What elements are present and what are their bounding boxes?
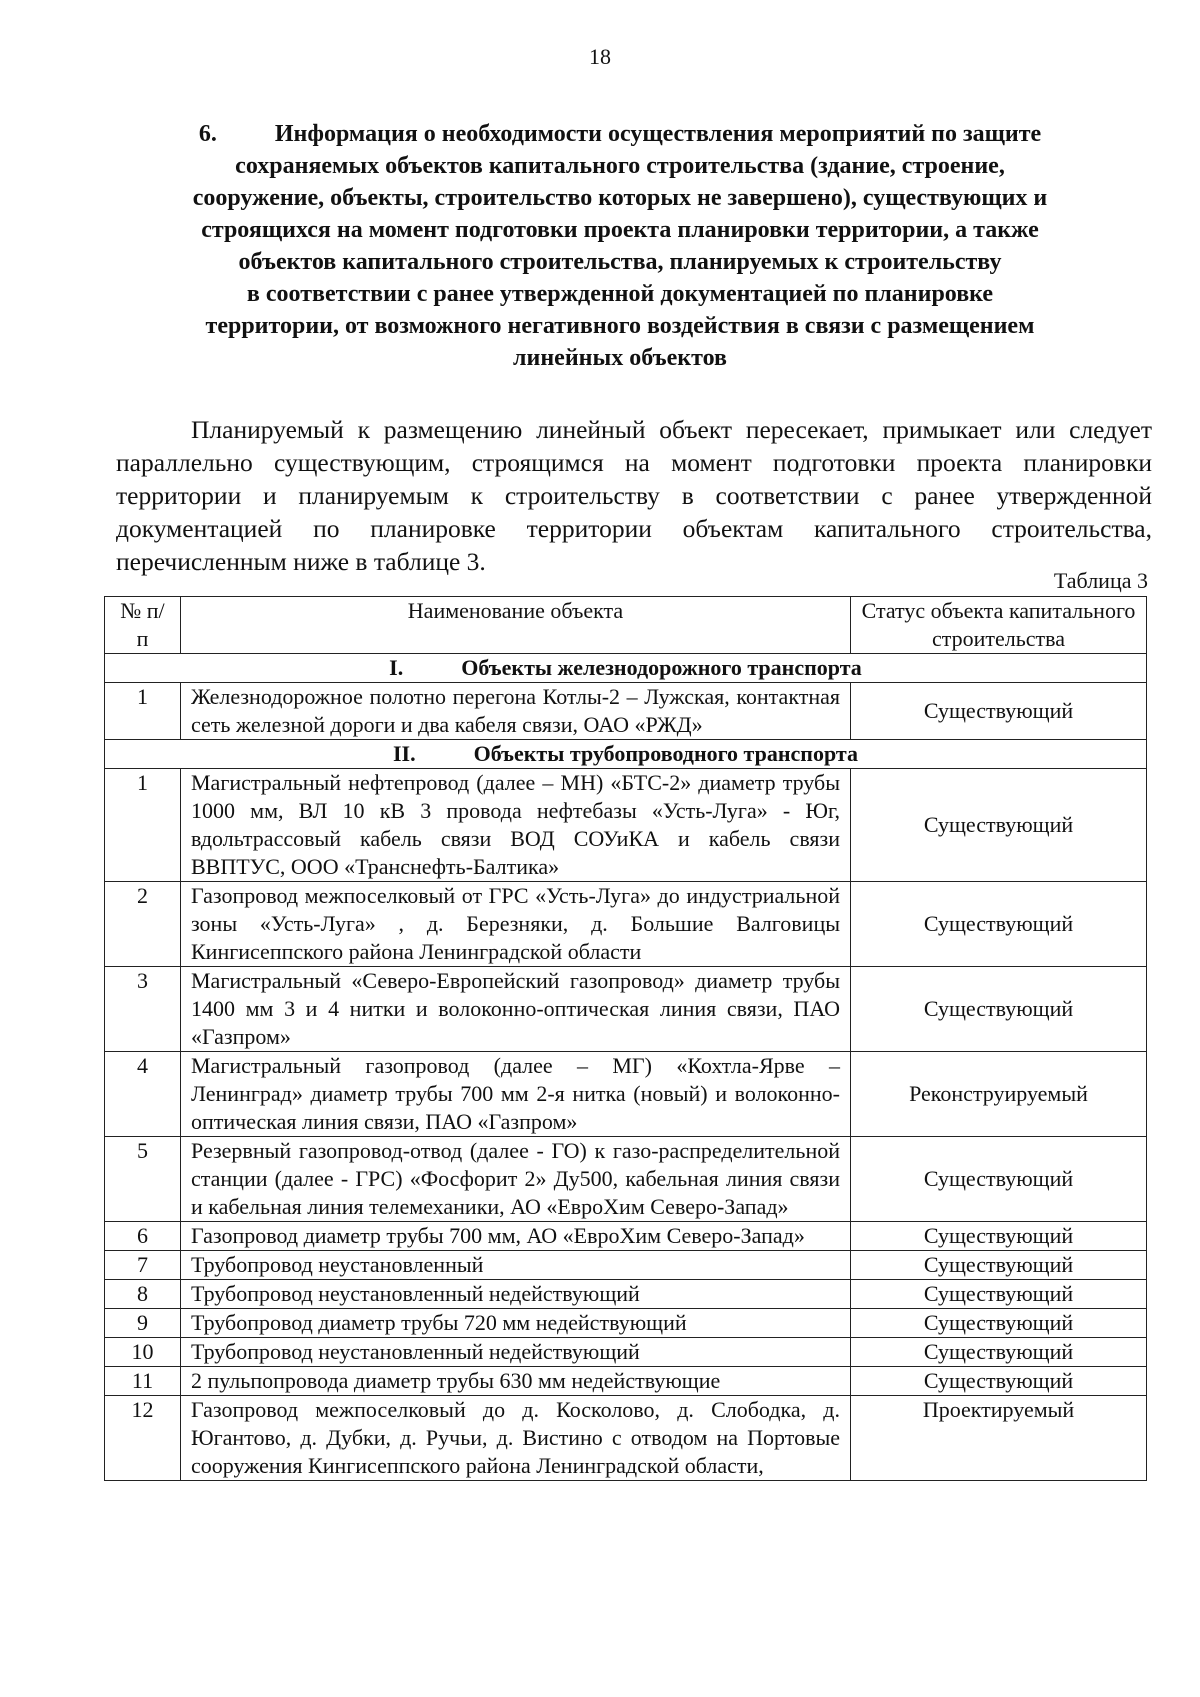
- table-row: [105, 1309, 1147, 1338]
- row-name: Трубопровод неустановленный: [181, 1251, 851, 1280]
- row-name: Магистральный газопровод (далее – МГ) «Кохтла-Ярве – Ленинград» диаметр трубы 700 мм 2-я нитка (новый) и волоконно-оптическая линия связи, ПАО «Газпром»: [181, 1052, 851, 1137]
- row-num: 9: [105, 1309, 181, 1338]
- row-name: Магистральный нефтепровод (далее – МН) «БТС-2» диаметр трубы 1000 мм, ВЛ 10 кВ 3 провода нефтебазы «Усть-Луга» - Юг, вдольтрассовый кабель связи ВОД СОУиКА и кабель связи ВВПТУС, ООО «Транснефть-Балтика»: [181, 769, 851, 882]
- section-number: 6.: [198, 121, 217, 147]
- body-paragraph: Планируемый к размещению линейный объект пересекает, примыкает или следует параллельно существующим, строящимся на момент подготовки проекта планировки территории и планируемым к строительству в соответствии с ранее утвержденной документацией по планировке территории объектам капитального строительства, перечисленным ниже в таблице 3.: [116, 415, 1152, 576]
- table-row: [105, 1251, 1147, 1280]
- row-name: Резервный газопровод-отвод (далее - ГО) к газо-распределительной станции (далее - ГРС) «Фосфорит 2» Ду500, кабельная линия связи и кабельная линия телемеханики, АО «ЕвроХим Северо-Запад»: [181, 1137, 851, 1222]
- row-name: Трубопровод диаметр трубы 720 мм недействующий: [181, 1309, 851, 1338]
- row-status: Существующий: [851, 967, 1147, 1052]
- row-status: Существующий: [851, 769, 1147, 882]
- heading-line-7: территории, от возможного негативного воздействия в связи с размещением: [205, 313, 1035, 339]
- heading-line-8: линейных объектов: [513, 345, 727, 371]
- section-title: Объекты железнодорожного транспорта: [461, 655, 862, 680]
- table-header-row: [105, 597, 1147, 654]
- table-caption: Таблица 3: [1053, 568, 1148, 593]
- row-num: 12: [105, 1396, 181, 1481]
- table-row: [105, 882, 1147, 967]
- section-row-railway: [105, 654, 1147, 683]
- row-status: Существующий: [851, 882, 1147, 967]
- objects-table: [104, 596, 1147, 1481]
- row-num: 6: [105, 1222, 181, 1251]
- heading-line-3: сооружение, объекты, строительство которых не завершено), существующих и: [192, 185, 1048, 211]
- row-num: 2: [105, 882, 181, 967]
- row-num: 5: [105, 1137, 181, 1222]
- row-num: 7: [105, 1251, 181, 1280]
- header-status: Статус объекта капитального строительства: [851, 597, 1147, 654]
- row-status: Существующий: [851, 1251, 1147, 1280]
- row-num: 10: [105, 1338, 181, 1367]
- header-num: № п/п: [105, 597, 181, 654]
- page-number: 18: [589, 44, 611, 69]
- heading-line-4: строящихся на момент подготовки проекта планировки территории, а также: [201, 217, 1039, 243]
- table-row: [105, 1052, 1147, 1137]
- table-row: [105, 967, 1147, 1052]
- table-row: [105, 769, 1147, 882]
- row-name: Трубопровод неустановленный недействующий: [181, 1280, 851, 1309]
- row-status: Существующий: [851, 683, 1147, 740]
- row-status: Существующий: [851, 1222, 1147, 1251]
- table-row: [105, 1367, 1147, 1396]
- heading-line-2: сохраняемых объектов капитального строительства (здание, строение,: [235, 153, 1005, 179]
- row-name: Магистральный «Северо-Европейский газопровод» диаметр трубы 1400 мм 3 и 4 нитки и волоконно-оптическая линия связи, ПАО «Газпром»: [181, 967, 851, 1052]
- row-num: 11: [105, 1367, 181, 1396]
- table-row: [105, 1396, 1147, 1481]
- row-status: Существующий: [851, 1137, 1147, 1222]
- section-heading: [120, 118, 1120, 374]
- row-num: 4: [105, 1052, 181, 1137]
- row-name: Газопровод межпоселковый до д. Косколово, д. Слободка, д. Югантово, д. Дубки, д. Ручьи, д. Вистино с отводом на Портовые сооружения Кингисеппского района Ленинградской области,: [181, 1396, 851, 1481]
- table-row: [105, 683, 1147, 740]
- section-roman: II.: [392, 741, 416, 766]
- section-row-pipeline: [105, 740, 1147, 769]
- heading-line-5: объектов капитального строительства, планируемых к строительству: [238, 249, 1002, 275]
- row-num: 1: [105, 769, 181, 882]
- row-status: Реконструируемый: [851, 1052, 1147, 1137]
- row-status: Существующий: [851, 1280, 1147, 1309]
- row-num: 3: [105, 967, 181, 1052]
- row-name: Железнодорожное полотно перегона Котлы-2 – Лужская, контактная сеть железной дороги и два кабеля связи, ОАО «РЖД»: [181, 683, 851, 740]
- table-row: [105, 1222, 1147, 1251]
- row-name: Трубопровод неустановленный недействующий: [181, 1338, 851, 1367]
- row-status: Существующий: [851, 1367, 1147, 1396]
- row-status: Существующий: [851, 1338, 1147, 1367]
- table-row: [105, 1338, 1147, 1367]
- heading-line-1: 6. Информация о необходимости осуществления мероприятий по защите: [120, 118, 1120, 150]
- row-num: 8: [105, 1280, 181, 1309]
- row-status: Проектируемый: [851, 1396, 1147, 1481]
- row-name: 2 пульпопровода диаметр трубы 630 мм недействующие: [181, 1367, 851, 1396]
- table-row: [105, 1137, 1147, 1222]
- row-status: Существующий: [851, 1309, 1147, 1338]
- section-roman: I.: [389, 655, 404, 680]
- table-row: [105, 1280, 1147, 1309]
- row-name: Газопровод межпоселковый от ГРС «Усть-Луга» до индустриальной зоны «Усть-Луга» , д. Березняки, д. Большие Валговицы Кингисеппского района Ленинградской области: [181, 882, 851, 967]
- heading-line-6: в соответствии с ранее утвержденной документацией по планировке: [246, 281, 994, 307]
- header-name: Наименование объекта: [181, 597, 851, 654]
- row-name: Газопровод диаметр трубы 700 мм, АО «ЕвроХим Северо-Запад»: [181, 1222, 851, 1251]
- section-title: Объекты трубопроводного транспорта: [473, 741, 859, 766]
- row-num: 1: [105, 683, 181, 740]
